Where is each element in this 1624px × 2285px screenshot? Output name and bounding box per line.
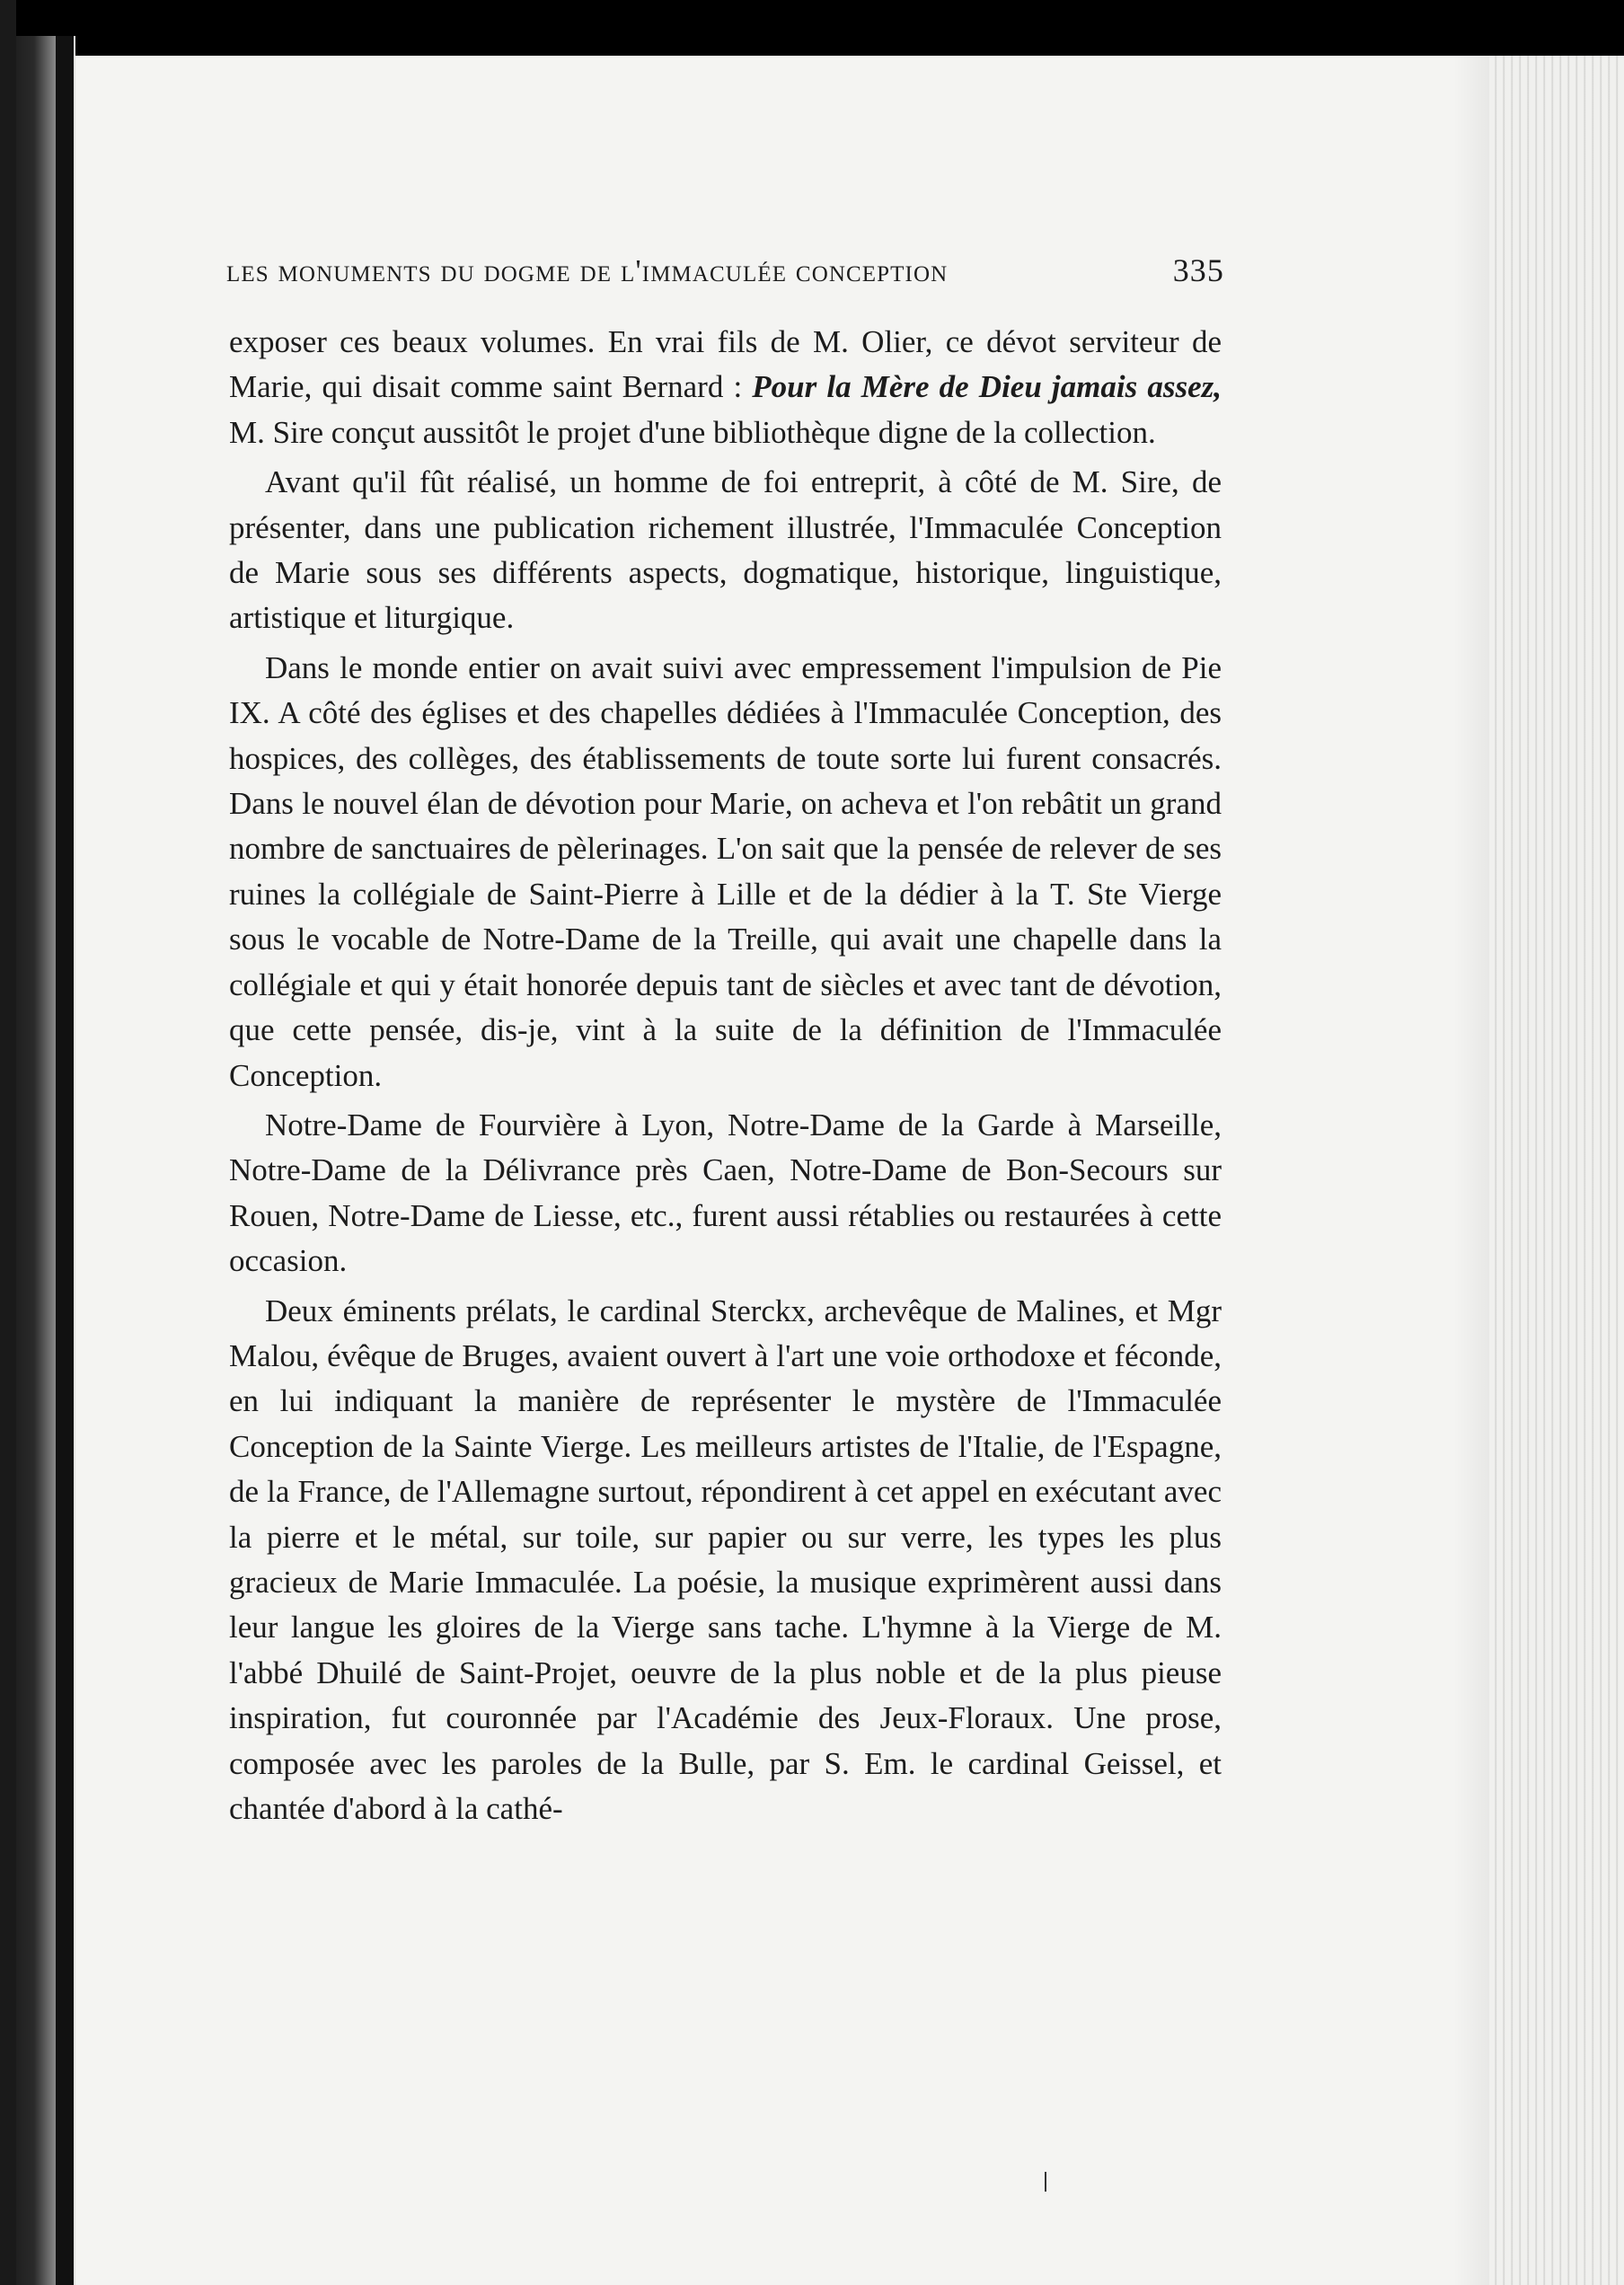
running-head-title: les monuments du dogme de l'immaculée conception — [226, 253, 949, 288]
book-page — [226, 251, 1224, 1831]
paragraph — [229, 320, 1222, 455]
paragraph — [229, 460, 1222, 641]
paragraph — [229, 1103, 1222, 1284]
paragraph-text: Dans le monde entier on avait suivi avec empressement l'impulsion de Pie IX. A côté des églises et des chapelles dédiées à l'Immaculée Conception, des hospices, des collèges, des établissements de toute sorte lui furent consacrés. Dans le nouvel élan de dévotion pour Marie, on acheva et l'on rebâtit un grand nombre de sanctuaires de pèlerinages. L'on sait que la pensée de relever de ses ruines la collégiale de Saint-Pierre à Lille et de la dédier à la T. Ste Vierge sous le vocable de Notre-Dame de la Treille, qui avait une chapelle dans la collégiale et qui y était honorée depuis tant de siècles et avec tant de dévotion, que cette pensée, dis-je, vint à la suite de la définition de l'Immaculée Conception. — [229, 649, 1222, 1093]
body-text — [229, 320, 1222, 1831]
page-stack-edges — [1489, 56, 1624, 2285]
scan-speck — [1045, 2172, 1046, 2192]
paragraph-text-continued: M. Sire conçut aussitôt le projet d'une bibliothèque digne de la collection. — [229, 414, 1156, 450]
paragraph — [229, 646, 1222, 1098]
page-number: 335 — [1172, 252, 1224, 288]
italic-quote: Pour la Mère de Dieu jamais assez, — [752, 369, 1222, 405]
paragraph-text: exposer ces beaux volumes. En vrai fils de M. Olier, ce dévot serviteur de Marie, qui disait comme saint Bernard : — [229, 324, 1222, 405]
scan-left-border — [0, 0, 16, 2285]
paragraph-text: Deux éminents prélats, le cardinal Sterckx, archevêque de Malines, et Mgr Malou, évêque de Bruges, avaient ouvert à l'art une voie orthodoxe et féconde, en lui indiquant la manière de représenter le mystère de l'Immaculée Conception de la Sainte Vierge. Les meilleurs artistes de l'Italie, de l'Espagne, de la France, de l'Allemagne surtout, répondirent à cet appel en exécutant avec la pierre et le métal, sur toile, sur papier ou sur verre, les types les plus gracieux de Marie Immaculée. La poésie, la musique exprimèrent aussi dans leur langue les gloires de la Vierge sans tache. L'hymne à la Vierge de M. l'abbé Dhuilé de Saint-Projet, oeuvre de la plus noble et de la plus pieuse inspiration, fut couronnée par l'Académie des Jeux-Floraux. Une prose, composée avec les paroles de la Bulle, par S. Em. le cardinal Geissel, et chantée d'abord à la cathé- — [229, 1292, 1222, 1826]
paragraph-text: Notre-Dame de Fourvière à Lyon, Notre-Dame de la Garde à Marseille, Notre-Dame de la Délivrance près Caen, Notre-Dame de Bon-Secours sur Rouen, Notre-Dame de Liesse, etc., furent aussi rétablies ou restaurées à cette occasion. — [229, 1107, 1222, 1279]
book-spine-edge — [56, 36, 74, 2285]
paragraph-text: Avant qu'il fût réalisé, un homme de foi entreprit, à côté de M. Sire, de présenter, dans une publication richement illustrée, l'Immaculée Conception de Marie sous ses différents aspects, dogmatique, historique, linguistique, artistique et liturgique. — [229, 464, 1222, 636]
running-head — [226, 251, 1224, 295]
paragraph — [229, 1289, 1222, 1832]
page-curve-shade — [1453, 56, 1489, 2285]
scan-top-border — [0, 0, 1624, 56]
